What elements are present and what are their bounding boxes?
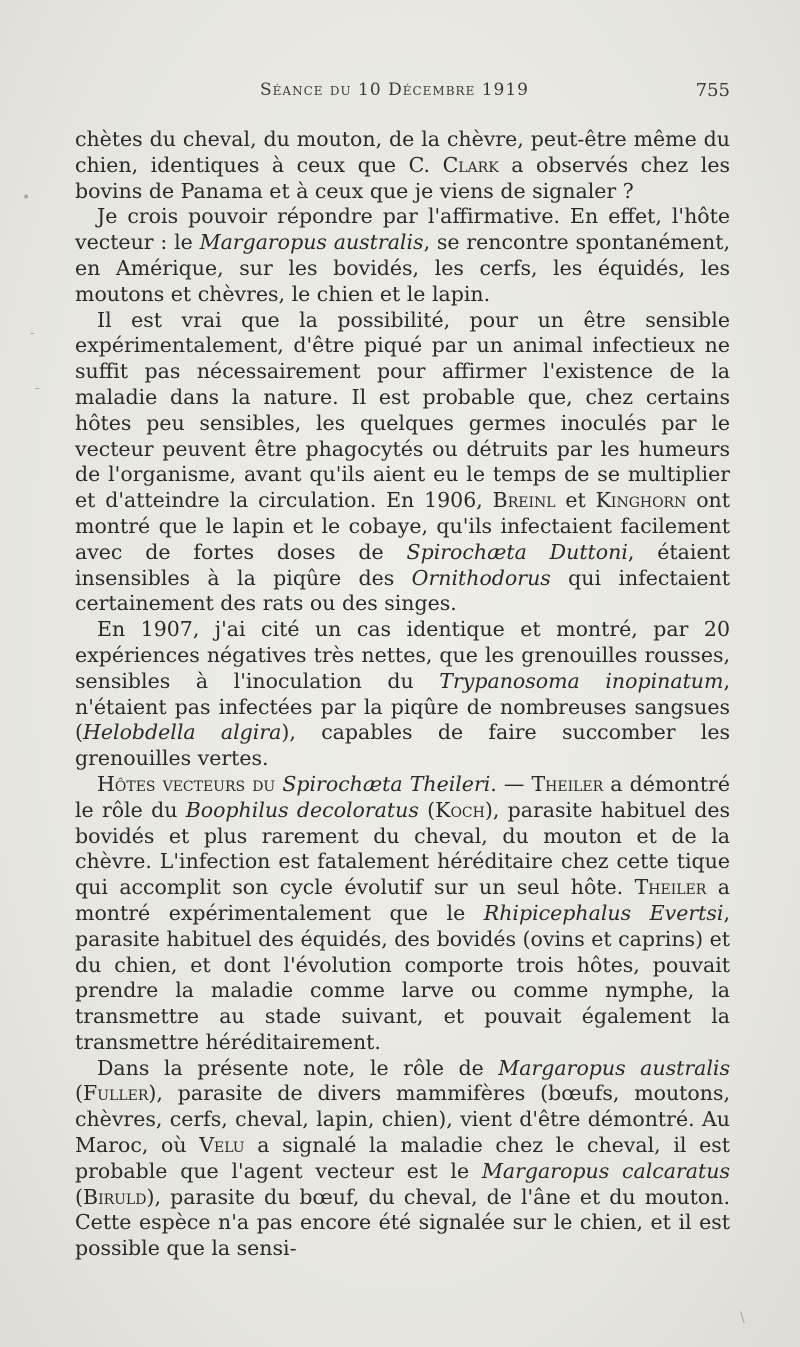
author-name: Theiler [531, 771, 604, 796]
species-name: Helobdella algira [83, 720, 282, 745]
speck-mark: • [22, 190, 31, 206]
author-name: Velu [199, 1133, 245, 1158]
paragraph-6: Dans la présente note, le rôle de Margaropus australis (Fuller), parasite de divers mammifères (bœufs, moutons, chèvres, cerfs, cheval, lapin, chien), vient d'être démontré. Au Maroc, où Velu a signalé la maladie chez le cheval, il est probable que l'agent vecteur est le Margaropus calcaratus (Biruld), parasite du bœuf, du cheval, de l'âne et du mouton. Cette espèce n'a pas encore été signalée sur le chien, et il est possible que la sensi- [75, 1055, 730, 1261]
speck-mark: - [35, 380, 40, 396]
species-name: Margaropus australis [199, 230, 424, 255]
author-name: Theiler [634, 875, 707, 900]
author-name: Kinghorn [595, 488, 687, 513]
paragraph-4: En 1907, j'ai cité un cas identique et montré, par 20 expériences négatives très nettes, que les grenouilles rousses, sensibles à l'inoculation du Trypanosoma inopinatum, n'étaient pas infectées par la piqûre de nombreuses sangsues (Helobdella algira), capables de faire succomber les grenouilles vertes. [75, 617, 730, 771]
section-heading: Hôtes vecteurs du [97, 771, 276, 796]
running-head: Séance du 10 Décembre 1919 [260, 80, 529, 100]
species-name: Boophilus decoloratus [185, 797, 419, 822]
author-name: Breinl [492, 488, 556, 513]
paragraph-2: Je crois pouvoir répondre par l'affirmative. En effet, l'hôte vecteur : le Margaropus australis, se rencontre spontanément, en Amérique, sur les bovidés, les cerfs, les équidés, les moutons et chèvres, le chien et le lapin. [75, 204, 731, 306]
paragraph-5: Hôtes vecteurs du Spirochæta Theileri. — Theiler a démontré le rôle du Boophilus decoloratus (Koch), parasite habituel des bovidés et plus rarement du cheval, du mouton et de la chèvre. L'infection est fatalement héréditaire chez cette tique qui accomplit son cycle évolutif sur un seul hôte. Theiler a montré expérimentalement que le Rhipicephalus Evertsi, parasite habituel des équidés, des bovidés (ovins et caprins) et du chien, et dont l'évolution comporte trois hôtes, pouvait prendre la maladie comme larve ou comme nymphe, la transmettre au stade suivant, et pouvait également la transmettre héréditairement. [75, 771, 731, 1054]
author-name: Koch [435, 797, 485, 822]
species-name: Margaropus australis [498, 1055, 730, 1080]
species-name: Trypanosoma inopinatum [439, 668, 724, 693]
species-name: Spirochæta Theileri [282, 771, 491, 796]
author-name: C. Clark [408, 152, 499, 177]
author-name: Biruld [83, 1184, 147, 1209]
author-name: Fuller [83, 1081, 149, 1106]
page-header [75, 80, 730, 110]
speck-mark: \ [740, 1310, 745, 1326]
species-name: Margaropus calcaratus [481, 1158, 730, 1183]
paragraph-3: Il est vrai que la possibilité, pour un être sensible expérimentalement, d'être piqué par un animal infectieux ne suffit pas nécessairement pour affirmer l'existence de la maladie dans la nature. Il est probable que, chez certains hôtes peu sensibles, les quelques germes inoculés par le vecteur peuvent être phagocytés ou détruits par les humeurs de l'organisme, avant qu'ils aient eu le temps de se multiplier et d'atteindre la circulation. En 1906, Breinl et Kinghorn ont montré que le lapin et le cobaye, qu'ils infectaient facilement avec de fortes doses de Spirochæta Duttoni, étaient insensibles à la piqûre des Ornithodorus qui infectaient certainement des rats ou des singes. [75, 307, 731, 616]
species-name: Ornithodorus [411, 565, 551, 590]
page-number: 755 [695, 80, 730, 101]
species-name: Rhipicephalus Evertsi [483, 900, 724, 925]
body-text [75, 127, 730, 1262]
species-name: Spirochæta Duttoni [406, 539, 628, 564]
paragraph-1: chètes du cheval, du mouton, de la chèvre, peut-être même du chien, identiques à ceux que C. Clark a observés chez les bovins de Panama et à ceux que je viens de signaler ? [75, 127, 730, 203]
speck-mark: - [30, 325, 35, 341]
